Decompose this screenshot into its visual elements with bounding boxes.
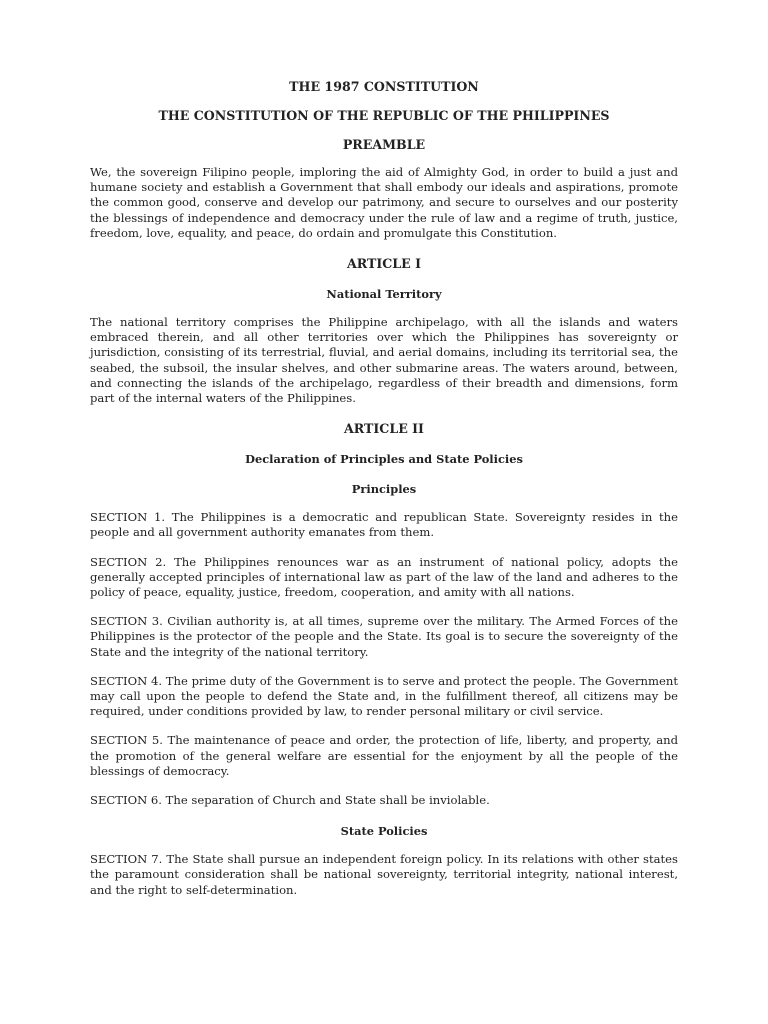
section-1: SECTION 1. The Philippines is a democratic and republican State. Sovereignty resides in the people and all government authority emanates from them. (90, 510, 678, 540)
principles-heading: Principles (351, 482, 417, 497)
preamble-heading: PREAMBLE (342, 137, 426, 152)
section-7: SECTION 7. The State shall pursue an independent foreign policy. In its relations with other states the paramount consideration shall be national sovereignty, territorial integrity, national interest, and the right to self-determination. (90, 852, 678, 897)
section-2: SECTION 2. The Philippines renounces war as an instrument of national policy, adopts the generally accepted principles of international law as part of the law of the land and adheres to the policy of peace, equality, justice, freedom, cooperation, and amity with all nations. (90, 554, 678, 600)
section-5: SECTION 5. The maintenance of peace and order, the protection of life, liberty, and property, and the promotion of the general welfare are essential for the enjoyment by all the people of the blessings of democracy. (90, 733, 678, 778)
section-3: SECTION 3. Civilian authority is, at all times, supreme over the military. The Armed Forces of the Philippines is the protector of the people and the State. Its goal is to secure the sovereignty of the State and the integrity of the national territory. (90, 614, 678, 659)
article-2-heading: ARTICLE II (344, 421, 424, 437)
section-4: SECTION 4. The prime duty of the Government is to serve and protect the people. The Government may call upon the people to defend the State and, in the fulfillment thereof, all citizens may be required, under conditions provided by law, to render personal military or civil service. (90, 673, 678, 719)
article-1-text: The national territory comprises the Philippine archipelago, with all the islands and waters embraced therein, and all other territories over which the Philippines has sovereignty or jurisdiction, consisting of its terrestrial, fluvial, and aerial domains, including its territorial sea, the seabed, the subsoil, the insular shelves, and other submarine areas. The waters around, between, and connecting the islands of the archipelago, regardless of their breadth and dimensions, form part of the internal waters of the Philippines. (90, 315, 678, 406)
document-subtitle: THE CONSTITUTION OF THE REPUBLIC OF THE PHILIPPINES (158, 108, 610, 123)
article-1-heading: ARTICLE I (346, 256, 422, 272)
document-page (90, 78, 678, 912)
article-2-subheading: Declaration of Principles and State Policies (245, 452, 523, 467)
preamble-text: We, the sovereign Filipino people, imploring the aid of Almighty God, in order to build a just and humane society and establish a Government that shall embody our ideals and aspirations, promote the common good, conserve and develop our patrimony, and secure to ourselves and our posterity the blessings of independence and democracy under the rule of law and a regime of truth, justice, freedom, love, equality, and peace, do ordain and promulgate this Constitution. (90, 165, 678, 240)
state-policies-heading: State Policies (340, 824, 428, 839)
section-6: SECTION 6. The separation of Church and State shall be inviolable. (90, 793, 490, 808)
document-title: THE 1987 CONSTITUTION (289, 79, 479, 94)
article-1-subheading: National Territory (326, 287, 442, 302)
